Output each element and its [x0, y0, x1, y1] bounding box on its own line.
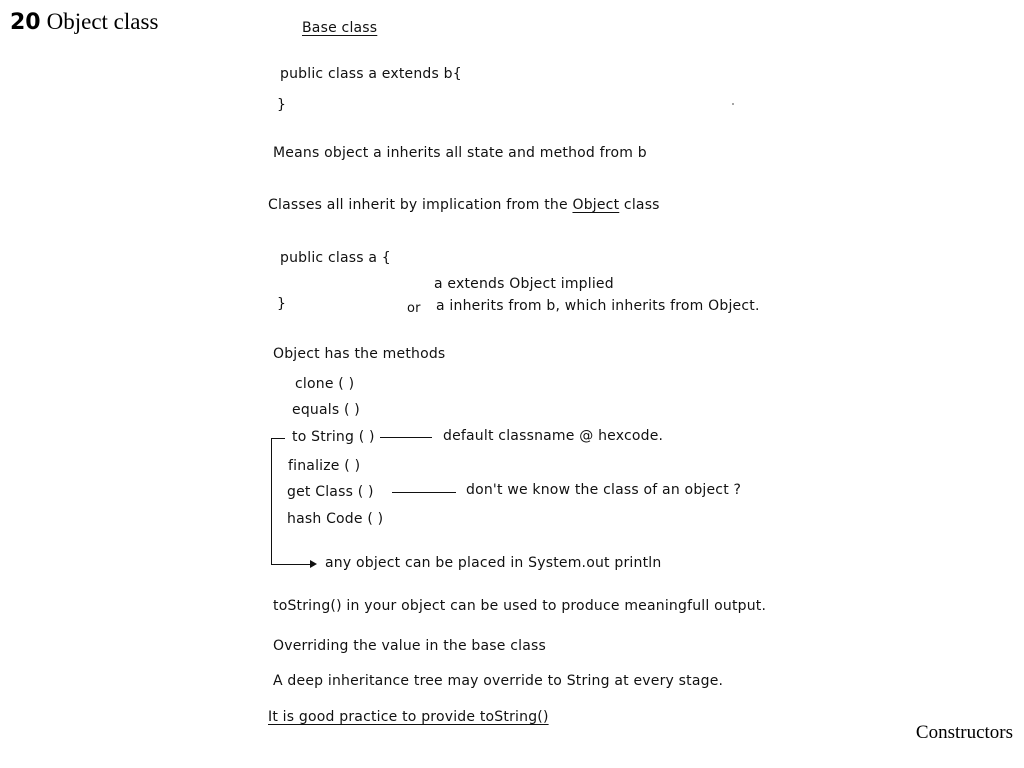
tostring-output-text: toString() in your object can be used to produce meaningfull output. — [273, 598, 767, 614]
classes-inherit-text — [268, 197, 660, 213]
method-finalize: finalize ( ) — [288, 458, 361, 474]
overriding-text: Overriding the value in the base class — [273, 638, 546, 654]
code2-line1: public class a { — [280, 250, 391, 266]
bracket-vertical-line — [271, 438, 272, 564]
deep-tree-text: A deep inheritance tree may override to String at every stage. — [273, 673, 724, 689]
method-hashcode: hash Code ( ) — [287, 511, 384, 527]
println-note: any object can be placed in System.out println — [325, 555, 662, 571]
means-text: Means object a inherits all state and method from b — [273, 145, 647, 161]
bracket-bottom-line — [271, 564, 311, 565]
bracket-top-line — [271, 438, 285, 439]
classes-inherit-pre: Classes all inherit by implication from the — [268, 197, 568, 213]
method-clone: clone ( ) — [295, 376, 355, 392]
object-word: Object — [572, 197, 620, 213]
slide-header — [10, 8, 158, 37]
notes-heading: Base class — [302, 20, 378, 36]
getclass-note: don't we know the class of an object ? — [466, 482, 742, 498]
or-label: or — [407, 301, 421, 316]
implied-text: a extends Object implied — [434, 276, 614, 292]
classes-inherit-post: class — [623, 197, 660, 213]
or-text: a inherits from b, which inherits from Object. — [436, 298, 760, 314]
method-equals: equals ( ) — [292, 402, 360, 418]
code2-line2: } — [277, 296, 287, 312]
code1-line2: } — [277, 97, 287, 113]
next-slide-link[interactable]: Constructors — [915, 722, 1013, 743]
arrow-head-icon — [310, 560, 317, 568]
slide-number: 20 — [10, 10, 41, 35]
getclass-connector-line — [392, 492, 456, 493]
code1-line1: public class a extends b{ — [280, 66, 462, 82]
stray-mark — [732, 103, 734, 105]
good-practice-text: It is good practice to provide toString() — [268, 709, 549, 725]
tostring-connector-line — [380, 437, 432, 438]
methods-heading: Object has the methods — [273, 346, 446, 362]
tostring-note: default classname @ hexcode. — [443, 428, 664, 444]
method-tostring: to String ( ) — [292, 429, 375, 445]
method-getclass: get Class ( ) — [287, 484, 374, 500]
slide-title: Object class — [46, 9, 159, 34]
